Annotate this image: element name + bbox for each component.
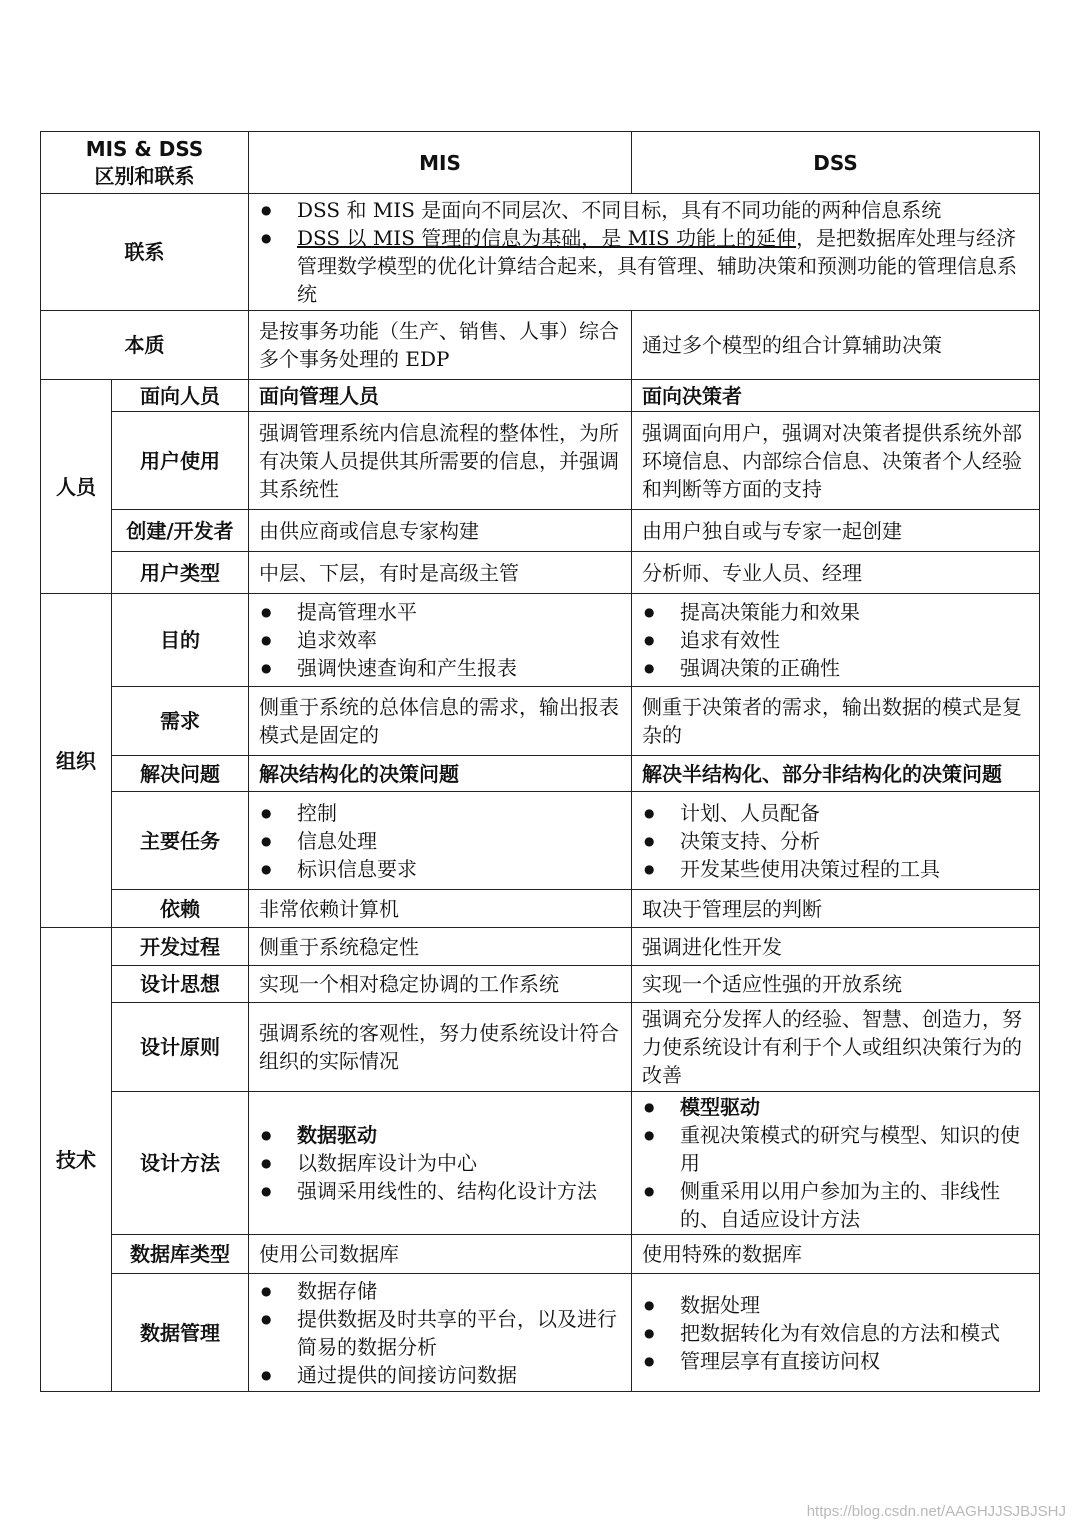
row-label: 主要任务: [112, 792, 249, 890]
list-item: ● 数据驱动: [259, 1121, 621, 1149]
mis-cell: 解决结构化的决策问题: [249, 756, 632, 792]
list-item: ● 提高管理水平: [259, 598, 621, 626]
relation-item: ● DSS 和 MIS 是面向不同层次、不同目标，具有不同功能的两种信息系统: [259, 196, 1029, 224]
watermark: https://blog.csdn.net/AAGHJJSJBJSHJ: [806, 1503, 1066, 1520]
relation-content: [249, 194, 1040, 311]
mis-cell: 侧重于系统的总体信息的需求，输出报表模式是固定的: [249, 687, 632, 756]
row-label: 创建/开发者: [112, 510, 249, 552]
table-row: [41, 890, 1040, 928]
list-item: ● 决策支持、分析: [642, 827, 1029, 855]
list-item: ● 强调快速查询和产生报表: [259, 654, 621, 682]
list-item: ● 标识信息要求: [259, 855, 621, 883]
table-row: [41, 687, 1040, 756]
mis-cell: 非常依赖计算机: [249, 890, 632, 928]
corner-header-line2: 区别和联系: [94, 163, 195, 188]
relation-label: 联系: [41, 194, 249, 311]
dss-cell: 解决半结构化、部分非结构化的决策问题: [632, 756, 1040, 792]
row-label: 用户类型: [112, 552, 249, 594]
table-row: [41, 552, 1040, 594]
header-row: [41, 132, 1040, 194]
list-item: ● 数据存储: [259, 1277, 621, 1305]
table-row: [41, 380, 1040, 412]
list-item: ● 信息处理: [259, 827, 621, 855]
dss-bullet-list: [642, 598, 1029, 682]
mis-cell: 侧重于系统稳定性: [249, 928, 632, 966]
table-row: [41, 1003, 1040, 1092]
mis-cell: 强调管理系统内信息流程的整体性，为所有决策人员提供其所需要的信息，并强调其系统性: [249, 412, 632, 510]
dss-cell: 分析师、专业人员、经理: [632, 552, 1040, 594]
row-label: 设计思想: [112, 966, 249, 1003]
list-item: ● 计划、人员配备: [642, 799, 1029, 827]
row-label: 依赖: [112, 890, 249, 928]
essence-row: [41, 311, 1040, 380]
dss-bullet-list: [642, 1291, 1029, 1375]
table-row: [41, 1274, 1040, 1392]
mis-bullet-list: [259, 1121, 621, 1205]
group-label-technology: 技术: [41, 928, 112, 1392]
list-item: ● 提高决策能力和效果: [642, 598, 1029, 626]
list-item: ● 强调决策的正确性: [642, 654, 1029, 682]
dss-cell: 面向决策者: [632, 380, 1040, 412]
group-label-personnel: 人员: [41, 380, 112, 594]
table-row: [41, 1235, 1040, 1274]
dss-cell: 侧重于决策者的需求，输出数据的模式是复杂的: [632, 687, 1040, 756]
list-item: ● 重视决策模式的研究与模型、知识的使用: [642, 1121, 1029, 1177]
mis-bullet-list: [259, 1277, 621, 1389]
mis-column-header: MIS: [249, 132, 632, 194]
mis-cell: 由供应商或信息专家构建: [249, 510, 632, 552]
row-label: 解决问题: [112, 756, 249, 792]
corner-header-line1: MIS & DSS: [85, 136, 204, 161]
table-row: [41, 412, 1040, 510]
dss-cell: [632, 1092, 1040, 1235]
list-item: ● 数据处理: [642, 1291, 1029, 1319]
mis-cell: [249, 1274, 632, 1392]
list-item: ● 开发某些使用决策过程的工具: [642, 855, 1029, 883]
group-label-organization: 组织: [41, 594, 112, 928]
dss-bullet-list: [642, 1093, 1029, 1233]
table-row: [41, 756, 1040, 792]
dss-cell: [632, 1274, 1040, 1392]
list-item: ● 管理层享有直接访问权: [642, 1347, 1029, 1375]
essence-dss: 通过多个模型的组合计算辅助决策: [632, 311, 1040, 380]
row-label: 用户使用: [112, 412, 249, 510]
mis-cell: [249, 1092, 632, 1235]
mis-cell: 中层、下层，有时是高级主管: [249, 552, 632, 594]
dss-cell: 取决于管理层的判断: [632, 890, 1040, 928]
list-item: ● 控制: [259, 799, 621, 827]
list-item: ● 提供数据及时共享的平台，以及进行简易的数据分析: [259, 1305, 621, 1361]
dss-cell: 强调进化性开发: [632, 928, 1040, 966]
relation-underlined-text: DSS 以 MIS 管理的信息为基础，是 MIS 功能上的延伸: [297, 226, 797, 250]
mis-bullet-list: [259, 598, 621, 682]
dss-cell: 由用户独自或与专家一起创建: [632, 510, 1040, 552]
table-row: [41, 792, 1040, 890]
row-label: 面向人员: [112, 380, 249, 412]
mis-dss-comparison-table: [40, 131, 1040, 1392]
mis-cell: 面向管理人员: [249, 380, 632, 412]
dss-cell: [632, 594, 1040, 687]
mis-cell: [249, 594, 632, 687]
list-item: ● 侧重采用以用户参加为主的、非线性的、自适应设计方法: [642, 1177, 1029, 1233]
dss-cell: [632, 792, 1040, 890]
mis-cell: 实现一个相对稳定协调的工作系统: [249, 966, 632, 1003]
list-item: ● 把数据转化为有效信息的方法和模式: [642, 1319, 1029, 1347]
relation-list: [259, 196, 1029, 308]
mis-bullet-list: [259, 799, 621, 883]
table-row: [41, 928, 1040, 966]
mis-cell: 使用公司数据库: [249, 1235, 632, 1274]
list-item: ● 追求效率: [259, 626, 621, 654]
essence-mis: 是按事务功能（生产、销售、人事）综合多个事务处理的 EDP: [249, 311, 632, 380]
dss-cell: 强调充分发挥人的经验、智慧、创造力，努力使系统设计有利于个人或组织决策行为的改善: [632, 1003, 1040, 1092]
relation-row: [41, 194, 1040, 311]
table-row: [41, 510, 1040, 552]
list-item: ● 通过提供的间接访问数据: [259, 1361, 621, 1389]
row-label: 目的: [112, 594, 249, 687]
row-label: 需求: [112, 687, 249, 756]
dss-column-header: DSS: [632, 132, 1040, 194]
relation-rest-text: ，是把数据库处理与经济管理数学模型的优化计算结合起来，具有管理、辅助决策和预测功能的管理信息系统: [297, 226, 1018, 306]
row-label: 数据管理: [112, 1274, 249, 1392]
corner-header: [41, 132, 249, 194]
dss-cell: 强调面向用户，强调对决策者提供系统外部环境信息、内部综合信息、决策者个人经验和判断等方面的支持: [632, 412, 1040, 510]
list-item: ● 强调采用线性的、结构化设计方法: [259, 1177, 621, 1205]
row-label: 开发过程: [112, 928, 249, 966]
table-row: [41, 966, 1040, 1003]
relation-item: [259, 224, 1029, 308]
dss-bullet-list: [642, 799, 1029, 883]
table-row: [41, 1092, 1040, 1235]
mis-cell: [249, 792, 632, 890]
table-row: [41, 594, 1040, 687]
mis-cell: 强调系统的客观性，努力使系统设计符合组织的实际情况: [249, 1003, 632, 1092]
dss-cell: 使用特殊的数据库: [632, 1235, 1040, 1274]
list-item: ● 追求有效性: [642, 626, 1029, 654]
essence-label: 本质: [41, 311, 249, 380]
dss-cell: 实现一个适应性强的开放系统: [632, 966, 1040, 1003]
list-item: ● 模型驱动: [642, 1093, 1029, 1121]
list-item: ● 以数据库设计为中心: [259, 1149, 621, 1177]
row-label: 设计原则: [112, 1003, 249, 1092]
row-label: 设计方法: [112, 1092, 249, 1235]
row-label: 数据库类型: [112, 1235, 249, 1274]
